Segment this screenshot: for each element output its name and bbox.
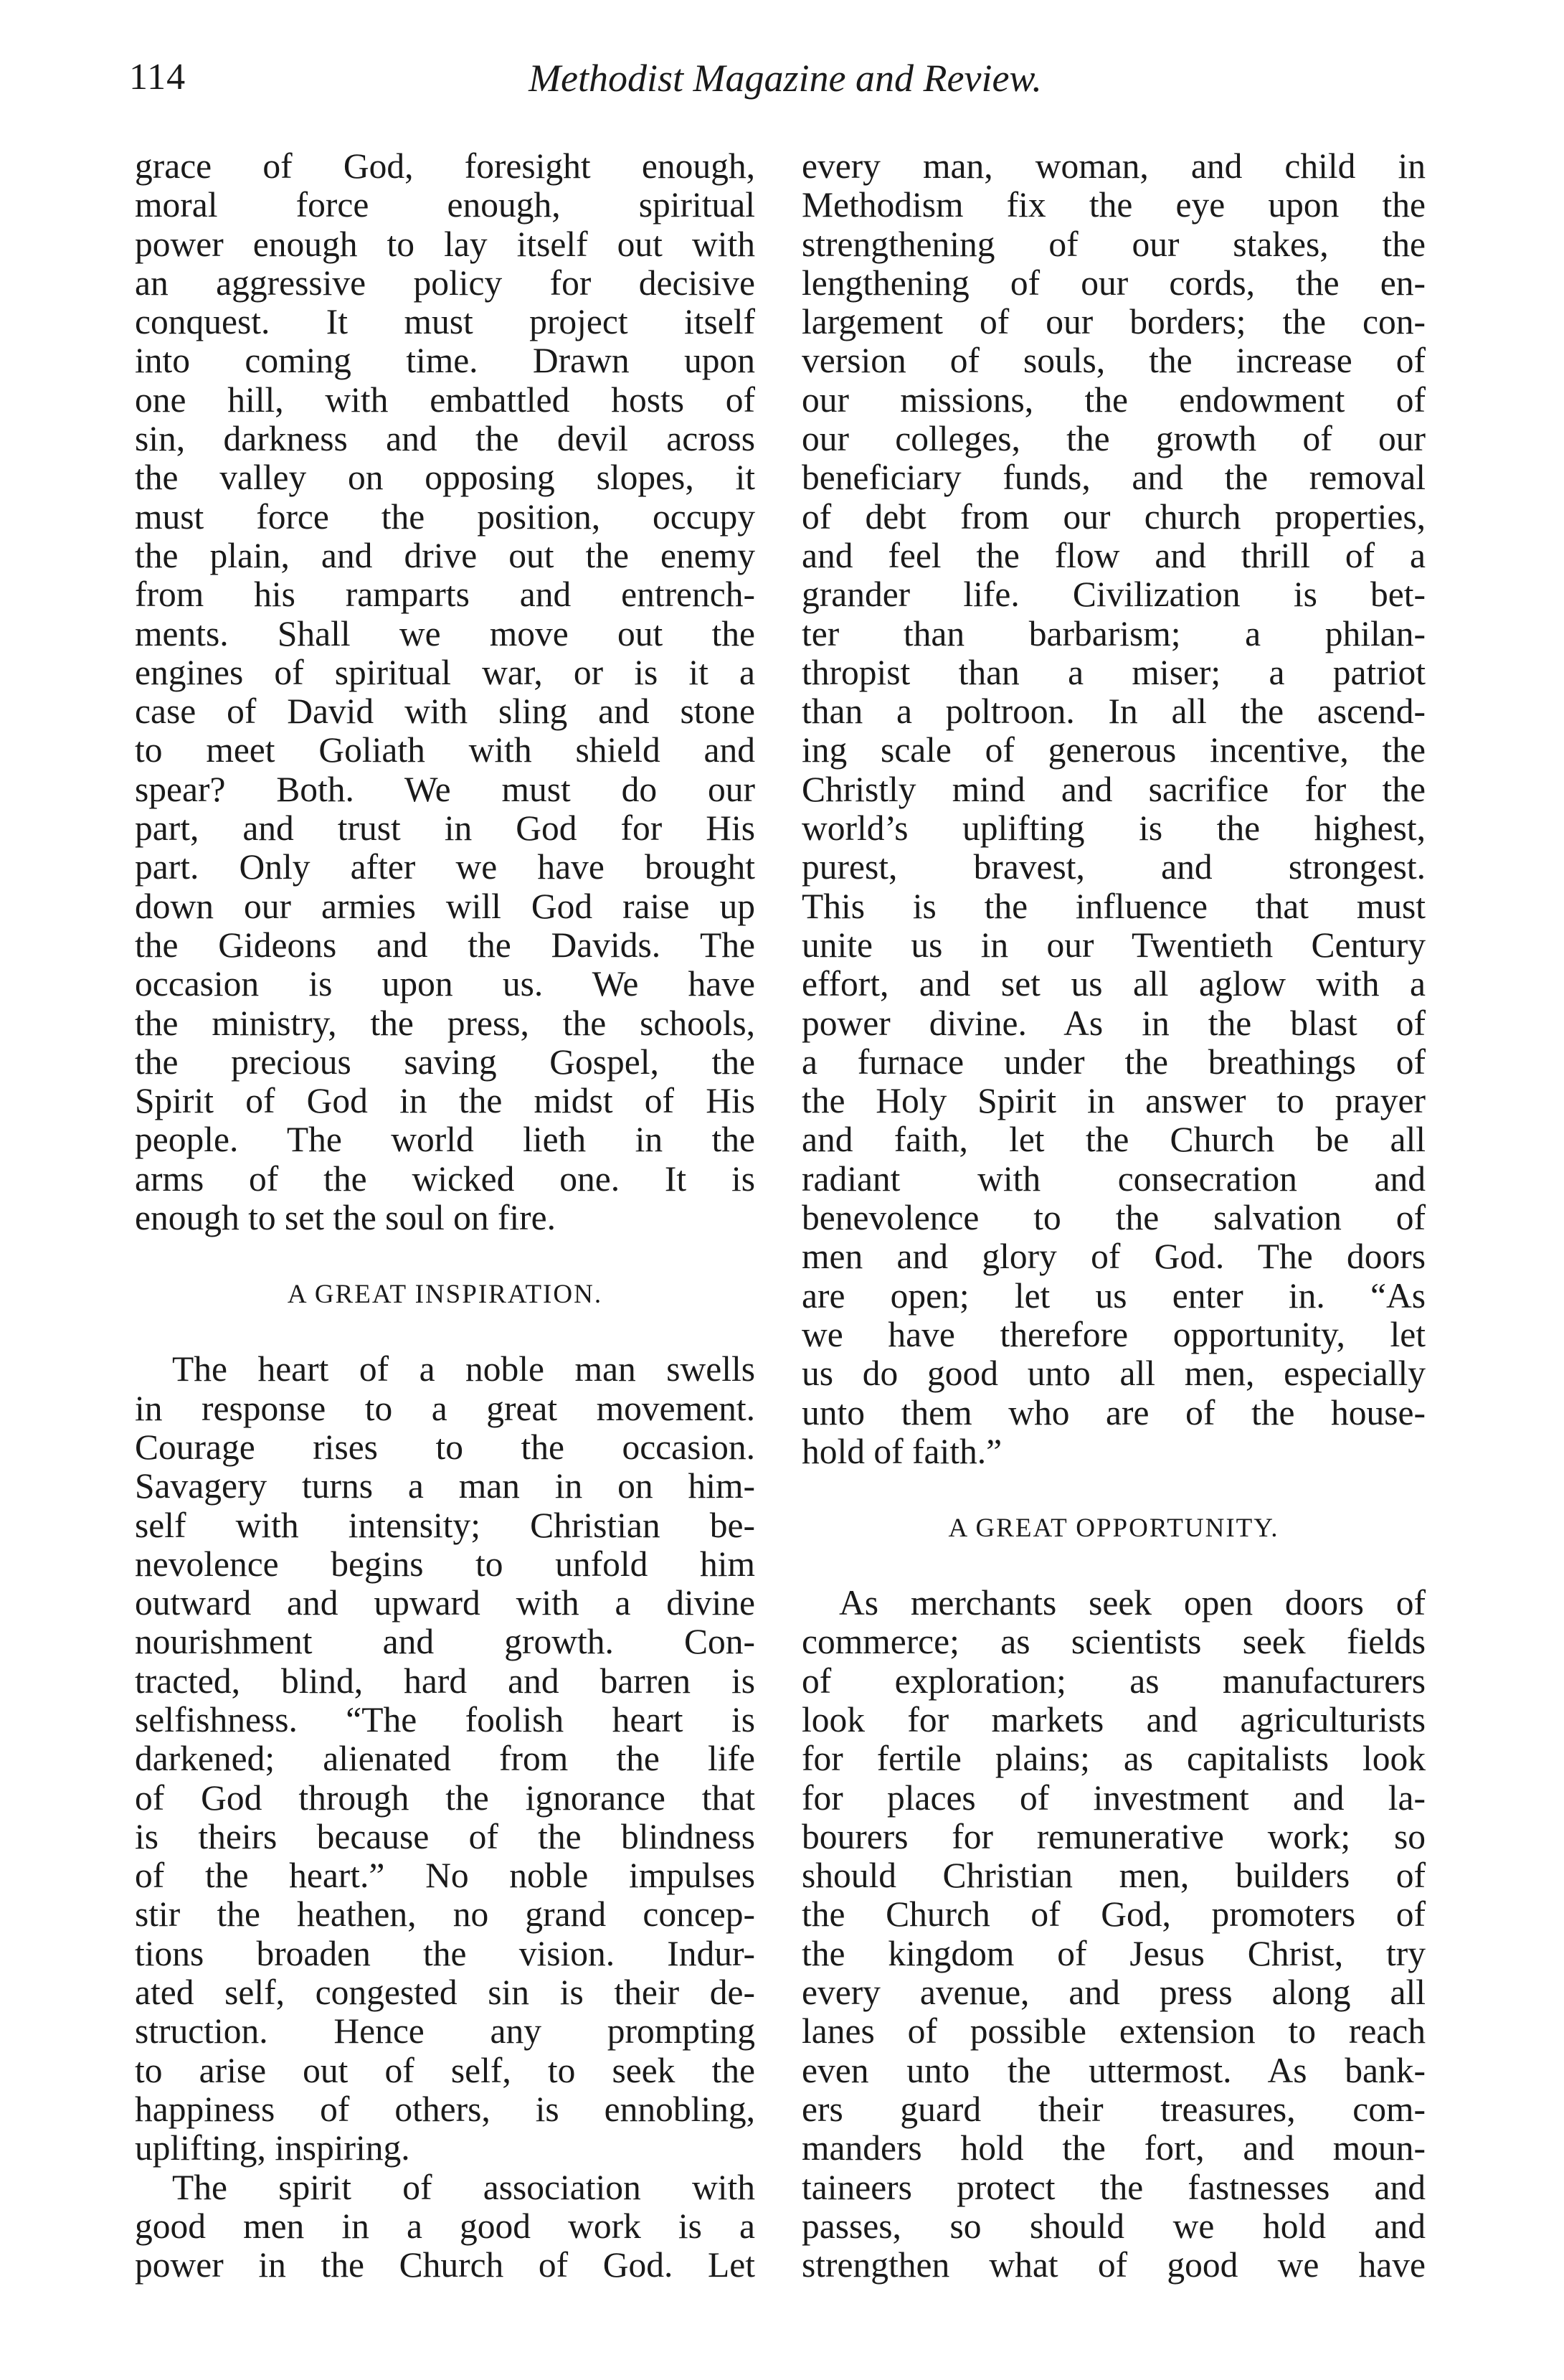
text-line: outward and upward with a divine bbox=[135, 1583, 755, 1623]
text-line: Methodism fix the eye upon the bbox=[802, 185, 1426, 225]
text-line: every avenue, and press along all bbox=[802, 1973, 1426, 2013]
text-line: and faith, let the Church be all bbox=[802, 1120, 1426, 1160]
text-line: the ministry, the press, the schools, bbox=[135, 1003, 755, 1043]
text-line: ing scale of generous incentive, the bbox=[802, 730, 1426, 770]
journal-title: Methodist Magazine and Review. bbox=[529, 57, 1042, 100]
text-line: conquest. It must project itself bbox=[135, 302, 755, 342]
text-line: self with intensity; Christian be- bbox=[135, 1505, 755, 1545]
text-line: people. The world lieth in the bbox=[135, 1120, 755, 1160]
text-line: into coming time. Drawn upon bbox=[135, 341, 755, 381]
text-line: beneficiary funds, and the removal bbox=[802, 458, 1426, 498]
text-line: grace of God, foresight enough, bbox=[135, 146, 755, 186]
section-heading-great-inspiration: A GREAT INSPIRATION. bbox=[287, 1280, 603, 1310]
text-line: passes, so should we hold and bbox=[802, 2206, 1426, 2246]
text-line: radiant with consecration and bbox=[802, 1158, 1426, 1199]
text-line: world’s uplifting is the highest, bbox=[802, 808, 1426, 849]
section-heading-great-opportunity: A GREAT OPPORTUNITY. bbox=[948, 1514, 1279, 1544]
text-line: of debt from our church properties, bbox=[802, 496, 1426, 537]
text-line: are open; let us enter in. “As bbox=[802, 1275, 1426, 1316]
text-line: ers guard their treasures, com- bbox=[802, 2089, 1426, 2129]
text-line: men and glory of God. The doors bbox=[802, 1237, 1426, 1277]
text-line: should Christian men, builders of bbox=[802, 1856, 1426, 1896]
text-line: occasion is upon us. We have bbox=[135, 964, 755, 1004]
text-line: grander life. Civilization is bet- bbox=[802, 575, 1426, 615]
text-line: unto them who are of the house- bbox=[802, 1392, 1426, 1432]
text-line: uplifting, inspiring. bbox=[135, 2128, 410, 2168]
text-line: every man, woman, and child in bbox=[802, 146, 1426, 186]
text-line: lengthening of our cords, the en- bbox=[802, 263, 1426, 303]
text-line: The heart of a noble man swells bbox=[172, 1349, 755, 1389]
text-line: our missions, the endowment of bbox=[802, 379, 1426, 420]
text-line: As merchants seek open doors of bbox=[839, 1583, 1426, 1623]
text-line: happiness of others, is ennobling, bbox=[135, 2089, 755, 2129]
text-line: taineers protect the fastnesses and bbox=[802, 2167, 1426, 2207]
text-line: for places of investment and la- bbox=[802, 1777, 1426, 1818]
running-head bbox=[129, 56, 1441, 106]
text-line: spear? Both. We must do our bbox=[135, 769, 755, 809]
text-line: part. Only after we have brought bbox=[135, 847, 755, 887]
text-line: a furnace under the breathings of bbox=[802, 1042, 1426, 1082]
text-line: tracted, blind, hard and barren is bbox=[135, 1661, 755, 1701]
text-line: the precious saving Gospel, the bbox=[135, 1042, 755, 1082]
text-line: is theirs because of the blindness bbox=[135, 1816, 755, 1856]
text-line: part, and trust in God for His bbox=[135, 808, 755, 849]
text-line: Savagery turns a man in on him- bbox=[135, 1466, 755, 1506]
text-line: unite us in our Twentieth Century bbox=[802, 925, 1426, 965]
text-line: commerce; as scientists seek fields bbox=[802, 1622, 1426, 1662]
text-line: version of souls, the increase of bbox=[802, 341, 1426, 381]
text-line: power in the Church of God. Let bbox=[135, 2245, 755, 2285]
text-line: benevolence to the salvation of bbox=[802, 1198, 1426, 1238]
text-line: the plain, and drive out the enemy bbox=[135, 535, 755, 575]
text-line: power divine. As in the blast of bbox=[802, 1003, 1426, 1043]
text-line: of God through the ignorance that bbox=[135, 1777, 755, 1818]
text-line: darkened; alienated from the life bbox=[135, 1739, 755, 1779]
text-line: look for markets and agriculturists bbox=[802, 1699, 1426, 1739]
left-paragraph-3 bbox=[135, 2168, 755, 2285]
text-line: nourishment and growth. Con- bbox=[135, 1622, 755, 1662]
text-line: from his ramparts and entrench- bbox=[135, 575, 755, 615]
left-paragraph-2 bbox=[135, 1350, 755, 2168]
text-line: manders hold the fort, and moun- bbox=[802, 2128, 1426, 2168]
text-line: the valley on opposing slopes, it bbox=[135, 458, 755, 498]
text-line: case of David with sling and stone bbox=[135, 691, 755, 732]
text-line: ments. Shall we move out the bbox=[135, 613, 755, 653]
text-line: bourers for remunerative work; so bbox=[802, 1816, 1426, 1856]
text-line: the Gideons and the Davids. The bbox=[135, 925, 755, 965]
text-line: thropist than a miser; a patriot bbox=[802, 652, 1426, 692]
text-line: an aggressive policy for decisive bbox=[135, 263, 755, 303]
text-line: The spirit of association with bbox=[172, 2167, 755, 2207]
text-line: stir the heathen, no grand concep- bbox=[135, 1894, 755, 1935]
text-line: our colleges, the growth of our bbox=[802, 419, 1426, 459]
text-line: even unto the uttermost. As bank- bbox=[802, 2050, 1426, 2090]
text-line: purest, bravest, and strongest. bbox=[802, 847, 1426, 887]
text-line: struction. Hence any prompting bbox=[135, 2011, 755, 2051]
text-line: the Holy Spirit in answer to prayer bbox=[802, 1081, 1426, 1121]
text-line: the Church of God, promoters of bbox=[802, 1894, 1426, 1935]
right-column bbox=[802, 147, 1426, 2285]
text-line: to meet Goliath with shield and bbox=[135, 730, 755, 770]
text-line: largement of our borders; the con- bbox=[802, 302, 1426, 342]
text-line: we have therefore opportunity, let bbox=[802, 1314, 1426, 1354]
text-line: of exploration; as manufacturers bbox=[802, 1661, 1426, 1701]
text-line: Christly mind and sacrifice for the bbox=[802, 769, 1426, 809]
text-line: of the heart.” No noble impulses bbox=[135, 1856, 755, 1896]
text-line: effort, and set us all aglow with a bbox=[802, 964, 1426, 1004]
text-line: good men in a good work is a bbox=[135, 2206, 755, 2246]
text-line: This is the influence that must bbox=[802, 886, 1426, 926]
left-paragraph-1 bbox=[135, 147, 755, 1237]
text-line: Courage rises to the occasion. bbox=[135, 1427, 755, 1467]
text-line: than a poltroon. In all the ascend- bbox=[802, 691, 1426, 732]
text-line: engines of spiritual war, or is it a bbox=[135, 652, 755, 692]
text-line: power enough to lay itself out with bbox=[135, 224, 755, 264]
text-line: enough to set the soul on fire. bbox=[135, 1198, 556, 1238]
text-line: hold of faith.” bbox=[802, 1431, 1003, 1471]
text-line: in response to a great movement. bbox=[135, 1388, 755, 1428]
left-column bbox=[135, 147, 755, 2285]
text-line: and feel the flow and thrill of a bbox=[802, 535, 1426, 575]
text-line: one hill, with embattled hosts of bbox=[135, 379, 755, 420]
text-line: ated self, congested sin is their de- bbox=[135, 1973, 755, 2013]
text-line: the kingdom of Jesus Christ, try bbox=[802, 1933, 1426, 1973]
text-line: nevolence begins to unfold him bbox=[135, 1544, 755, 1584]
right-paragraph-1 bbox=[802, 147, 1426, 1471]
text-line: down our armies will God raise up bbox=[135, 886, 755, 926]
text-line: tions broaden the vision. Indur- bbox=[135, 1933, 755, 1973]
text-line: ter than barbarism; a philan- bbox=[802, 613, 1426, 653]
text-line: Spirit of God in the midst of His bbox=[135, 1081, 755, 1121]
text-line: sin, darkness and the devil across bbox=[135, 419, 755, 459]
right-paragraph-2 bbox=[802, 1584, 1426, 2285]
text-line: moral force enough, spiritual bbox=[135, 185, 755, 225]
text-line: to arise out of self, to seek the bbox=[135, 2050, 755, 2090]
text-line: lanes of possible extension to reach bbox=[802, 2011, 1426, 2051]
text-line: selfishness. “The foolish heart is bbox=[135, 1699, 755, 1739]
text-line: must force the position, occupy bbox=[135, 496, 755, 537]
text-line: for fertile plains; as capitalists look bbox=[802, 1739, 1426, 1779]
text-line: arms of the wicked one. It is bbox=[135, 1158, 755, 1199]
text-line: us do good unto all men, especially bbox=[802, 1354, 1426, 1394]
text-line: strengthen what of good we have bbox=[802, 2245, 1426, 2285]
page-number: 114 bbox=[129, 57, 186, 98]
text-line: strengthening of our stakes, the bbox=[802, 224, 1426, 264]
